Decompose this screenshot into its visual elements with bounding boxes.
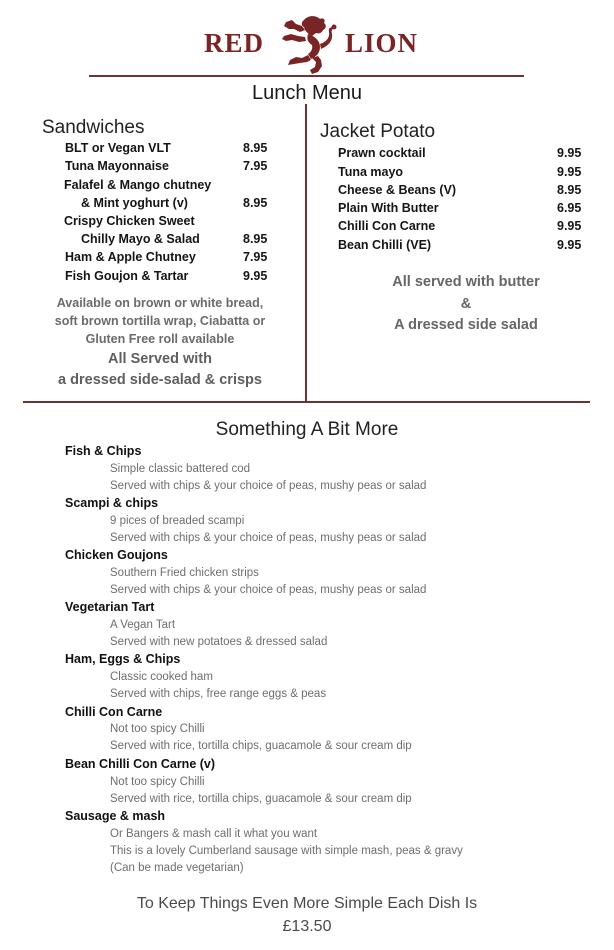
- item-name: Bean Chilli (VE): [338, 238, 432, 252]
- dish-description: Served with new potatoes & dressed salad: [110, 636, 328, 648]
- jacket-potato-title: Jacket Potato: [320, 121, 436, 142]
- brand-name-left: RED: [204, 28, 265, 58]
- note-line: Gluten Free roll available: [85, 332, 235, 346]
- item-price: 9.95: [557, 219, 582, 233]
- dish-description: Not too spicy Chilli: [110, 723, 205, 735]
- section-divider: [23, 401, 590, 403]
- dish-name: Vegetarian Tart: [65, 600, 155, 614]
- dish-description: Southern Fried chicken strips: [110, 567, 259, 579]
- item-name: Chilli Con Carne: [338, 219, 436, 233]
- dish-description: A Vegan Tart: [110, 619, 176, 631]
- item-price: 9.95: [557, 165, 582, 179]
- item-price: 8.95: [243, 141, 268, 155]
- item-name: Fish Goujon & Tartar: [65, 269, 189, 283]
- item-price: 8.95: [243, 196, 268, 210]
- bread-options-note: [30, 294, 290, 348]
- sandwiches-title: Sandwiches: [42, 117, 145, 138]
- item-name: Plain With Butter: [338, 201, 439, 215]
- dish-name: Chilli Con Carne: [65, 705, 163, 719]
- jacket-potato-served-note: [336, 272, 596, 337]
- item-price: 9.95: [557, 238, 582, 252]
- dish-description: Served with rice, tortilla chips, guacamole & sour cream dip: [110, 793, 412, 805]
- item-name: Tuna mayo: [338, 165, 404, 179]
- note-line: a dressed side-salad & crisps: [58, 372, 262, 388]
- sandwiches-served-note: [30, 349, 290, 391]
- dish-name: Fish & Chips: [65, 444, 142, 458]
- item-name: Falafel & Mango chutney: [64, 178, 212, 192]
- page-title: Lunch Menu: [251, 82, 363, 104]
- dish-description: Not too spicy Chilli: [110, 776, 205, 788]
- item-name: Prawn cocktail: [338, 146, 426, 160]
- something-more-title: Something A Bit More: [215, 419, 399, 440]
- dish-description: Or Bangers & mash call it what you want: [110, 828, 318, 840]
- rampant-lion-icon: [278, 14, 340, 74]
- note-line: All Served with: [108, 351, 212, 367]
- dish-description: Served with chips & your choice of peas, mushy peas or salad: [110, 584, 427, 596]
- item-name: BLT or Vegan VLT: [65, 141, 171, 155]
- dish-description: Served with chips, free range eggs & peas: [110, 688, 327, 700]
- note-line: &: [460, 295, 472, 312]
- item-price: 8.95: [557, 183, 582, 197]
- fixed-price-note: To Keep Things Even More Simple Each Dish Is: [136, 895, 478, 912]
- item-name: Crispy Chicken Sweet: [64, 214, 195, 228]
- note-line: soft brown tortilla wrap, Ciabatta or: [54, 314, 266, 328]
- dish-name: Scampi & chips: [65, 496, 159, 510]
- item-price: 7.95: [243, 159, 268, 173]
- dish-description: (Can be made vegetarian): [110, 862, 244, 874]
- fixed-price: £13.50: [282, 918, 332, 935]
- column-divider: [305, 104, 307, 402]
- dish-description: Served with chips & your choice of peas, mushy peas or salad: [110, 480, 427, 492]
- dish-name: Bean Chilli Con Carne (v): [65, 757, 216, 771]
- dish-description: Served with chips & your choice of peas, mushy peas or salad: [110, 532, 427, 544]
- brand-name-right: LION: [345, 28, 419, 58]
- dish-name: Sausage & mash: [65, 809, 166, 823]
- note-line: Available on brown or white bread,: [56, 296, 264, 310]
- item-name: Tuna Mayonnaise: [65, 159, 169, 173]
- item-name: Cheese & Beans (V): [338, 183, 457, 197]
- item-price: 8.95: [243, 232, 268, 246]
- item-price: 7.95: [243, 250, 268, 264]
- item-name: Ham & Apple Chutney: [65, 250, 196, 264]
- dish-description: Simple classic battered cod: [110, 463, 250, 475]
- item-price: 6.95: [557, 201, 582, 215]
- header-divider: [89, 75, 524, 77]
- note-line: A dressed side salad: [394, 317, 538, 333]
- item-name-continued: & Mint yoghurt (v): [81, 196, 188, 210]
- dish-name: Chicken Goujons: [65, 548, 168, 562]
- item-price: 9.95: [557, 146, 582, 160]
- item-price: 9.95: [243, 269, 268, 283]
- dish-name: Ham, Eggs & Chips: [65, 652, 181, 666]
- item-name-continued: Chilly Mayo & Salad: [81, 232, 200, 246]
- dish-description: Classic cooked ham: [110, 671, 213, 683]
- dish-description: Served with rice, tortilla chips, guacamole & sour cream dip: [110, 740, 412, 752]
- dish-description: 9 pices of breaded scampi: [110, 515, 245, 527]
- dish-description: This is a lovely Cumberland sausage with simple mash, peas & gravy: [110, 845, 463, 857]
- note-line: All served with butter: [392, 274, 540, 290]
